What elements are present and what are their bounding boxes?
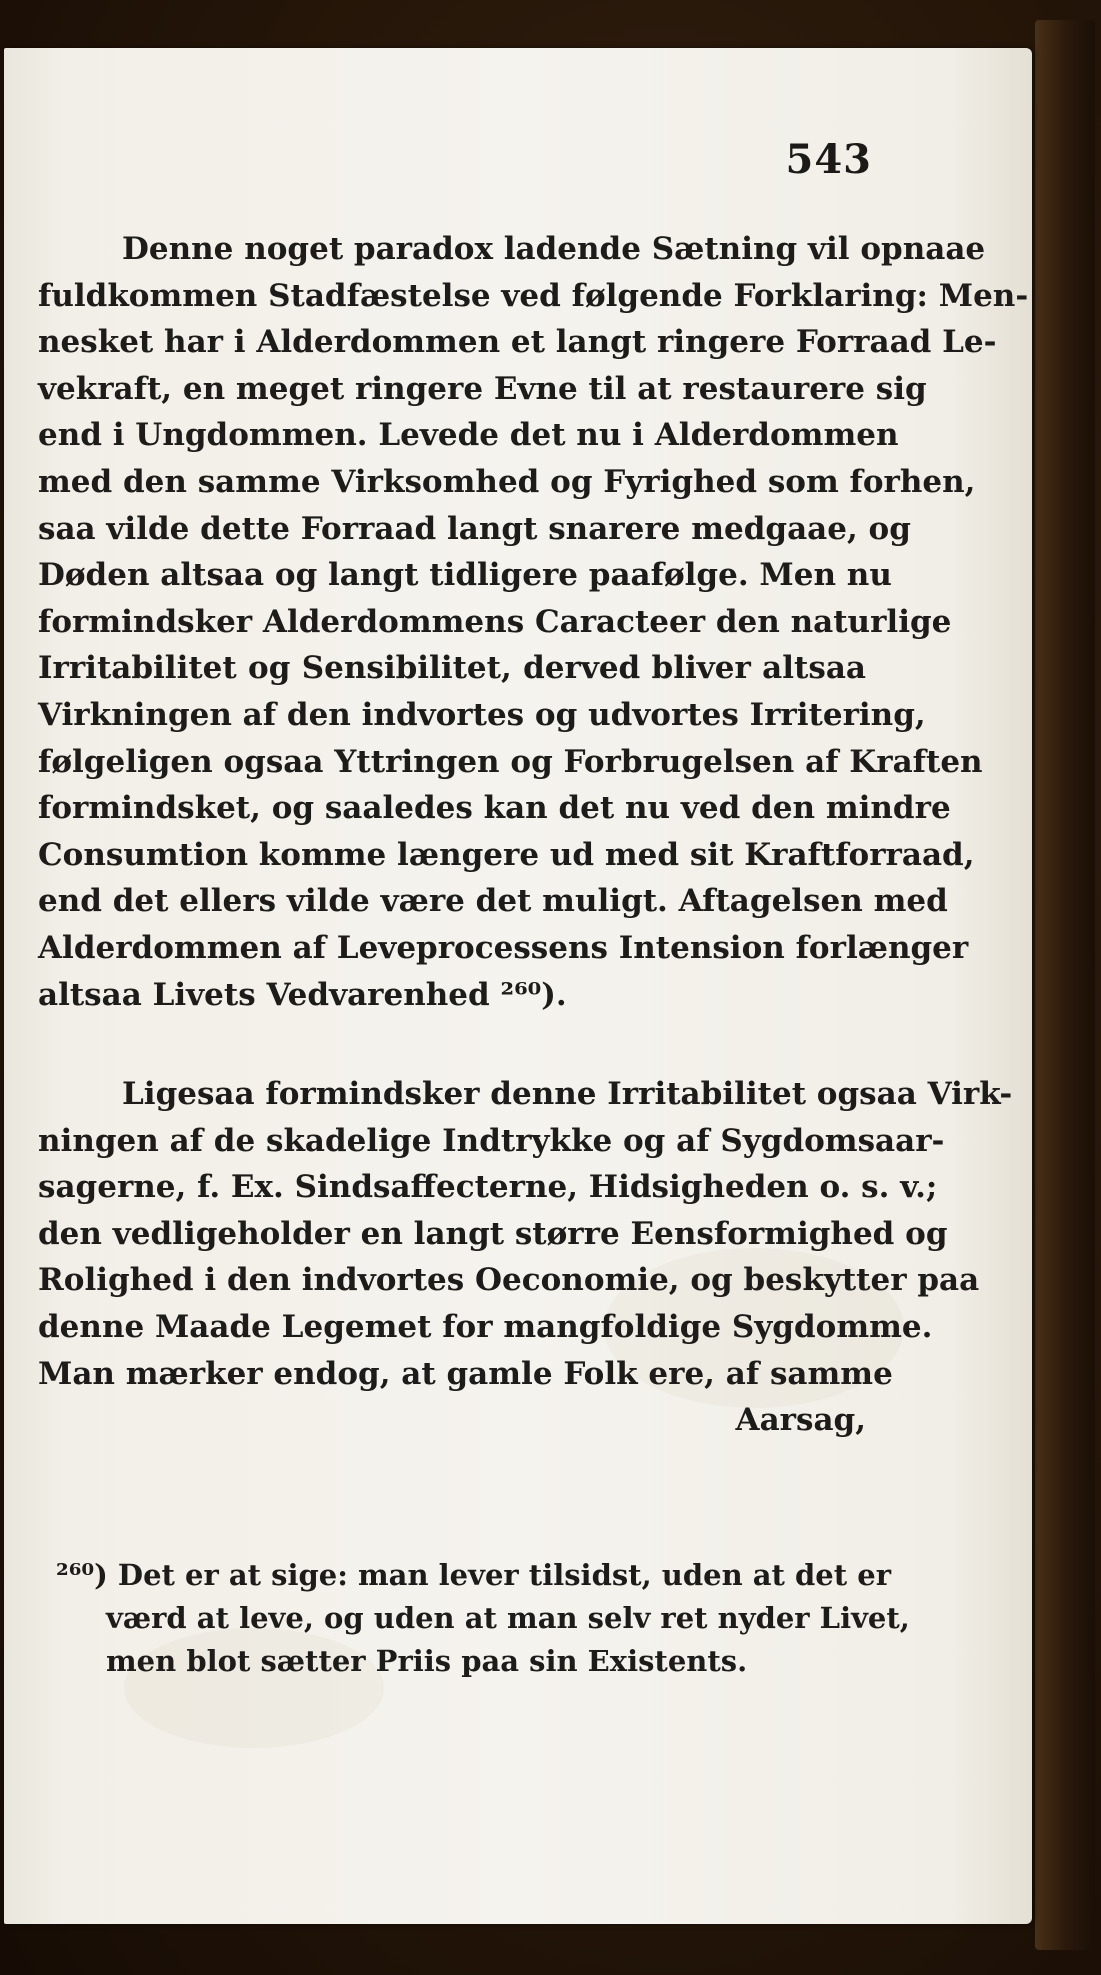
text-line: med den samme Virksomhed og Fyrighed som forhen, <box>38 463 976 500</box>
text-line: Rolighed i den indvortes Oeconomie, og beskytter paa <box>38 1262 980 1299</box>
text-line: vekraft, en meget ringere Evne til at restaurere sig <box>38 370 927 407</box>
page-number: 543 <box>785 136 872 183</box>
text-line: end det ellers vilde være det muligt. Aftagelsen med <box>38 883 948 920</box>
text-line: sagerne, f. Ex. Sindsaffecterne, Hidsigheden o. s. v.; <box>38 1169 938 1206</box>
paragraph-2 <box>38 1071 1013 1444</box>
text-line: denne Maade Legemet for mangfoldige Sygdomme. <box>38 1308 933 1345</box>
text-line: altsaa Livets Vedvarenhed ²⁶⁰). <box>38 976 567 1013</box>
footnote-line: værd at leve, og uden at man selv ret nyder Livet, <box>106 1601 910 1635</box>
text-line: end i Ungdommen. Levede det nu i Alderdommen <box>38 417 899 454</box>
text-line: Virkningen af den indvortes og udvortes Irritering, <box>38 696 926 733</box>
catchword: Aarsag, <box>735 1402 866 1439</box>
paragraph-1 <box>38 226 1029 1018</box>
text-line: fuldkommen Stadfæstelse ved følgende Forklaring: Men- <box>38 277 1029 314</box>
footnote-line: ²⁶⁰) Det er at sige: man lever tilsidst, uden at det er <box>56 1558 891 1592</box>
text-line: saa vilde dette Forraad langt snarere medgaae, og <box>38 510 911 547</box>
book-page <box>4 48 1032 1924</box>
text-line: formindsker Alderdommens Caracteer den naturlige <box>38 603 952 640</box>
text-line: Irritabilitet og Sensibilitet, derved bliver altsaa <box>38 650 866 687</box>
text-line: Denne noget paradox ladende Sætning vil opnaae <box>122 231 986 267</box>
text-line: Consumtion komme længere ud med sit Kraftforraad, <box>38 836 975 873</box>
footnote <box>56 1554 910 1683</box>
text-line: Døden altsaa og langt tidligere paafølge. Men nu <box>38 557 892 594</box>
text-line: Man mærker endog, at gamle Folk ere, af samme <box>38 1355 893 1392</box>
footnote-line: men blot sætter Priis paa sin Existents. <box>106 1644 748 1678</box>
text-line: formindsket, og saaledes kan det nu ved den mindre <box>38 790 951 827</box>
text-line: nesket har i Alderdommen et langt ringere Forraad Le- <box>38 324 997 361</box>
text-line: ningen af de skadelige Indtrykke og af Sygdomsaar- <box>38 1122 945 1159</box>
text-line: den vedligeholder en langt større Eensformighed og <box>38 1215 948 1252</box>
text-line: Ligesaa formindsker denne Irritabilitet ogsaa Virk- <box>122 1076 1013 1112</box>
text-line: Alderdommen af Leveprocessens Intension forlænger <box>38 929 969 966</box>
text-line: følgeligen ogsaa Yttringen og Forbrugelsen af Kraften <box>38 743 983 780</box>
book-cover-edge <box>1035 20 1095 1950</box>
